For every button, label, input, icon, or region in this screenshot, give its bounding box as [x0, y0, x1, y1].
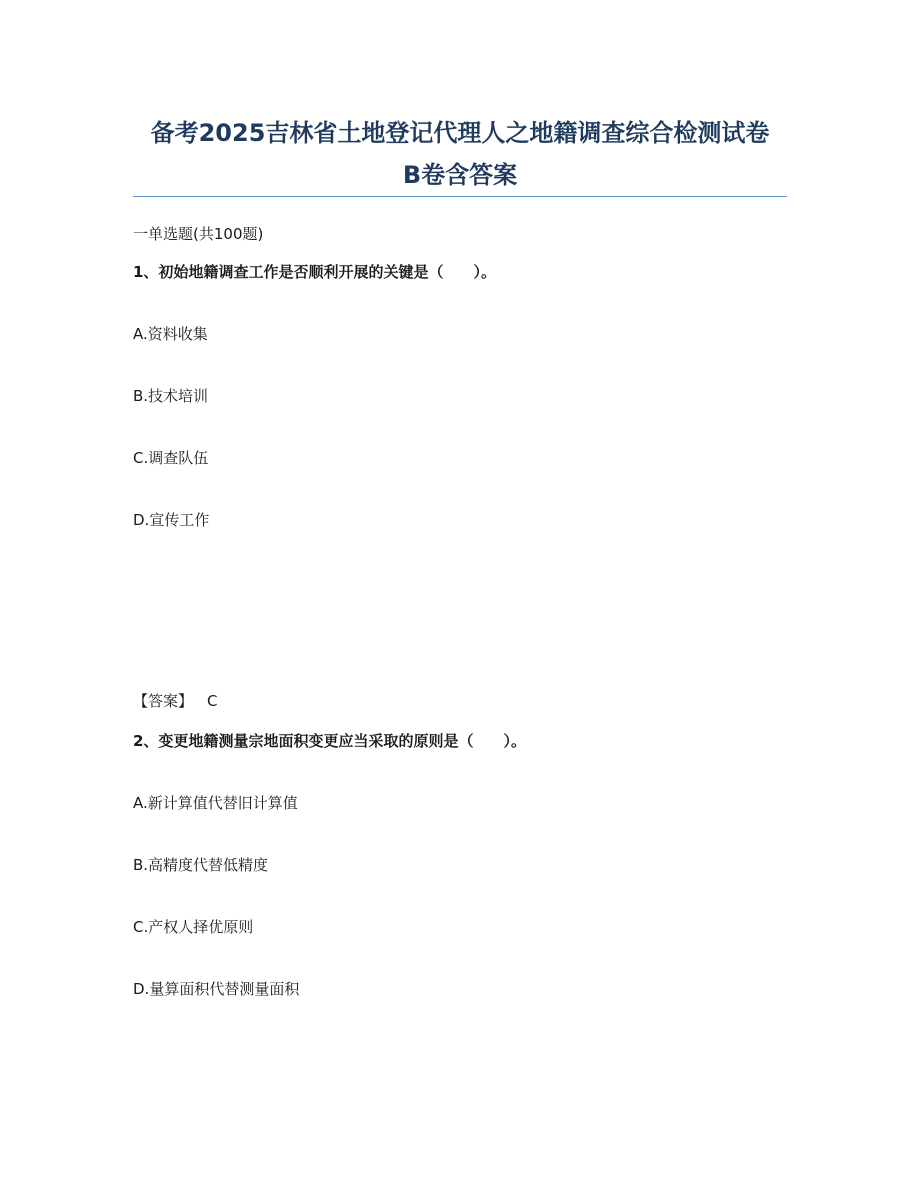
- question-2-option-b: B.高精度代替低精度: [133, 856, 269, 874]
- answer-value: C: [207, 692, 218, 710]
- document-title: [133, 112, 787, 196]
- question-1-option-d: D.宣传工作: [133, 511, 210, 529]
- document-title-line-2: B卷含答案: [402, 161, 518, 189]
- title-divider: [133, 196, 787, 197]
- question-1-option-b: B.技术培训: [133, 387, 209, 405]
- question-2-option-a: A.新计算值代替旧计算值: [133, 794, 298, 812]
- document-title-line-1: 备考2025吉林省土地登记代理人之地籍调查综合检测试卷: [150, 119, 770, 147]
- question-2-option-c: C.产权人择优原则: [133, 918, 254, 936]
- question-1-option-a: A.资料收集: [133, 325, 208, 343]
- question-2-stem: 2、变更地籍测量宗地面积变更应当采取的原则是（ ）。: [133, 732, 526, 750]
- question-1-option-c: C.调查队伍: [133, 449, 209, 467]
- question-1-stem: 1、初始地籍调查工作是否顺利开展的关键是（ ）。: [133, 263, 496, 281]
- question-2-option-d: D.量算面积代替测量面积: [133, 980, 300, 998]
- question-1-answer: [133, 690, 218, 712]
- section-heading: 一单选题(共100题): [133, 225, 264, 243]
- answer-label: 【答案】: [133, 692, 194, 710]
